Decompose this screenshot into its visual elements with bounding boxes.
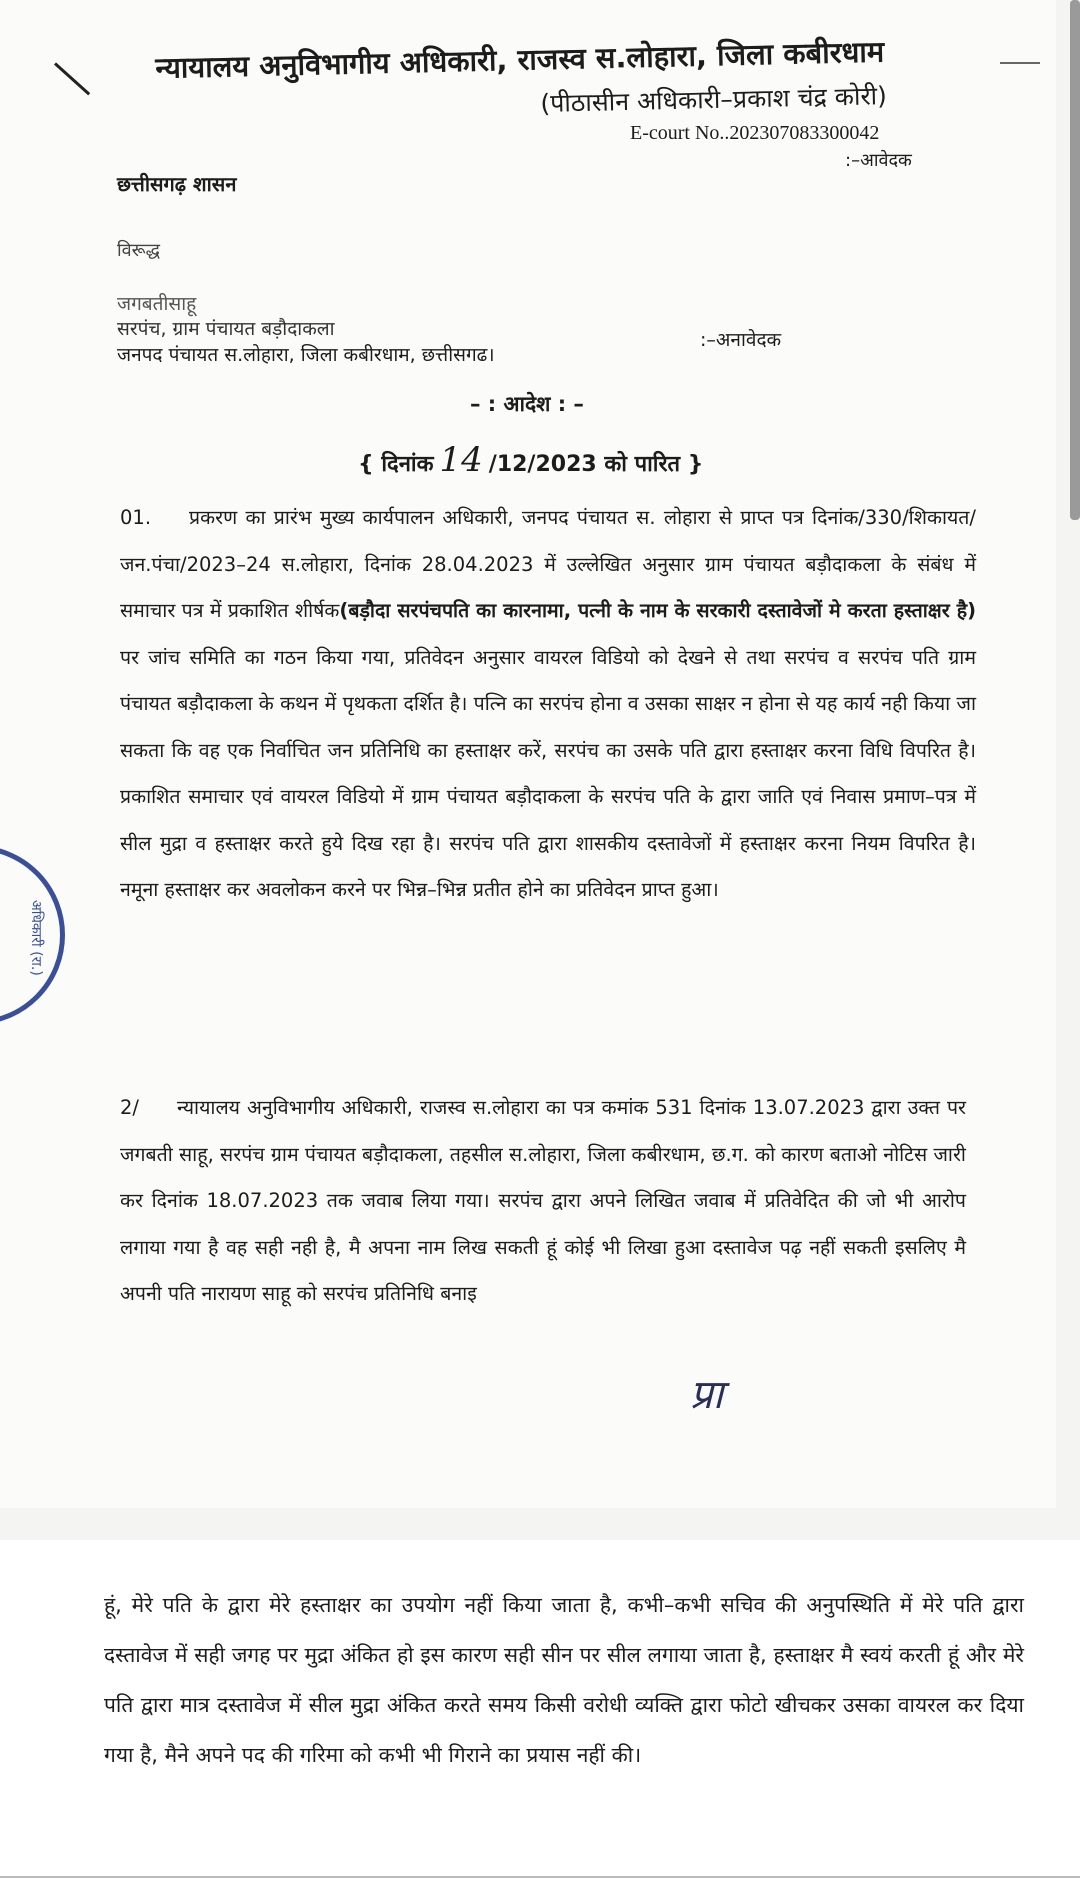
presiding-officer: (पीठासीन अधिकारी–प्रकाश चंद्र कोरी) — [540, 81, 888, 118]
respondent-address: जनपद पंचायत स.लोहारा, जिला कबीरधाम, छत्तीसगढ। — [117, 344, 495, 366]
pen-mark — [54, 62, 90, 95]
scrollbar-thumb[interactable] — [1070, 0, 1080, 520]
paragraph-1-headline: (बड़ौदा सरपंचपति का कारनामा, पत्नी के नाम के सरकारी दस्तावेजों मे करता हस्ताक्षर है) — [339, 599, 977, 622]
respondent-tag: :–अनावेदक — [700, 329, 782, 351]
stamp-text: अधिकारी (रा.) — [28, 900, 44, 976]
court-title: न्यायालय अनुविभागीय अधिकारी, राजस्व स.लोहारा, जिला कबीरधाम — [155, 34, 885, 85]
order-date-suffix: /12/2023 को पारित } — [488, 452, 704, 477]
ecourt-number: E-court No..202307083300042 — [630, 122, 880, 144]
page-bottom-divider — [0, 1876, 1080, 1878]
margin-mark — [1000, 62, 1040, 64]
applicant-party: छत्तीसगढ़ शासन — [117, 172, 237, 196]
paragraph-1-text-after: पर जांच समिति का गठन किया गया, प्रतिवेदन अनुसार वायरल विडियो को देखने से तथा सरपंच व सरपंच पति ग्राम पंचायत बड़ौदाकला के कथन में पृथकता दर्शित है। पत्नि का सरपंच होना व उसका साक्षर न होना से यह कार्य नही किया जा सकता कि वह एक निर्वाचित जन प्रतिनिधि का हस्ताक्षर करें, सरपंच का उसके पति द्वारा हस्ताक्षर करना विधि विपरित है। प्रकाशित समाचार एवं वायरल विडियो में ग्राम पंचायत बड़ौदाकला के सरपंच पति के द्वारा जाति एवं निवास प्रमाण–पत्र में सील मुद्रा व हस्ताक्षर करते हुये दिख रहा है। सरपंच पति द्वारा शासकीय दस्तावेजों में हस्ताक्षर करना नियम विपरित है। नमूना हस्ताक्षर कर अवलोकन करने पर भिन्न–भिन्न प्रतीत होने का प्रतिवेदन प्राप्त हुआ। — [120, 645, 976, 901]
paragraph-2 — [120, 1085, 966, 1318]
paragraph-1 — [120, 495, 976, 914]
paragraph-1-number: 01. — [120, 506, 152, 529]
respondent-name: जगबतीसाहू — [117, 293, 197, 315]
applicant-tag: :–आवेदक — [845, 150, 912, 171]
order-date-prefix: { दिनांक — [358, 452, 434, 477]
paragraph-2-number: 2/ — [120, 1096, 139, 1119]
document-page-2 — [0, 1540, 1080, 1880]
paragraph-1-text-before: प्रकरण का प्रारंभ मुख्य कार्यपालन अधिकारी, जनपद पंचायत स. लोहारा से प्राप्त पत्र दिनांक/330/शिकायत/जन.पंचा/2023–24 स.लोहारा, दिनांक 28.04.2023 में उल्लेखित अनुसार ग्राम पंचायत बड़ौदाकला के संबंध में समाचार पत्र में प्रकाशित शीर्षक — [120, 506, 976, 622]
respondent-designation: सरपंच, ग्राम पंचायत बड़ौदाकला — [117, 318, 335, 340]
official-seal-stamp — [0, 845, 65, 1025]
order-date — [358, 440, 703, 480]
paragraph-3: हूं, मेरे पति के द्वारा मेरे हस्ताक्षर का उपयोग नहीं किया जाता है, कभी–कभी सचिव की अनुपस्थिति में मेरे पति द्वारा दस्तावेज में सही जगह पर मुद्रा अंकित हो इस कारण सही सीन पर सील लगाया जाता है, हस्ताक्षर मै स्वयं करती हूं और मेरे पति द्वारा मात्र दस्तावेज में सील मुद्रा अंकित करते समय किसी वरोधी व्यक्ति द्वारा फोटो खीचकर उसका वायरल कर दिया गया है, मैने अपने पद की गरिमा को कभी भी गिराने का प्रयास नहीं की। — [104, 1593, 1024, 1767]
paragraph-2-text: न्यायालय अनुविभागीय अधिकारी, राजस्व स.लोहारा का पत्र कमांक 531 दिनांक 13.07.2023 द्वारा उक्त पर जगबती साहू, सरपंच ग्राम पंचायत बड़ौदाकला, तहसील स.लोहारा, जिला कबीरधाम, छ.ग. को कारण बताओ नोटिस जारी कर दिनांक 18.07.2023 तक जवाब लिया गया। सरपंच द्वारा अपने लिखित जवाब में प्रतिवेदित की जो भी आरोप लगाया गया है वह सही नही है, मै अपना नाम लिख सकती हूं कोई भी लिखा हुआ दस्तावेज पढ़ नहीं सकती इसलिए मै अपनी पति नारायण साहू को सरपंच प्रतिनिधि बनाइ — [120, 1096, 966, 1305]
order-heading: – : आदेश : – — [470, 392, 584, 416]
versus-label: विरूद्ध — [117, 240, 161, 261]
handwritten-signature: प्रा — [690, 1372, 724, 1418]
order-date-day: 14 — [439, 440, 483, 480]
